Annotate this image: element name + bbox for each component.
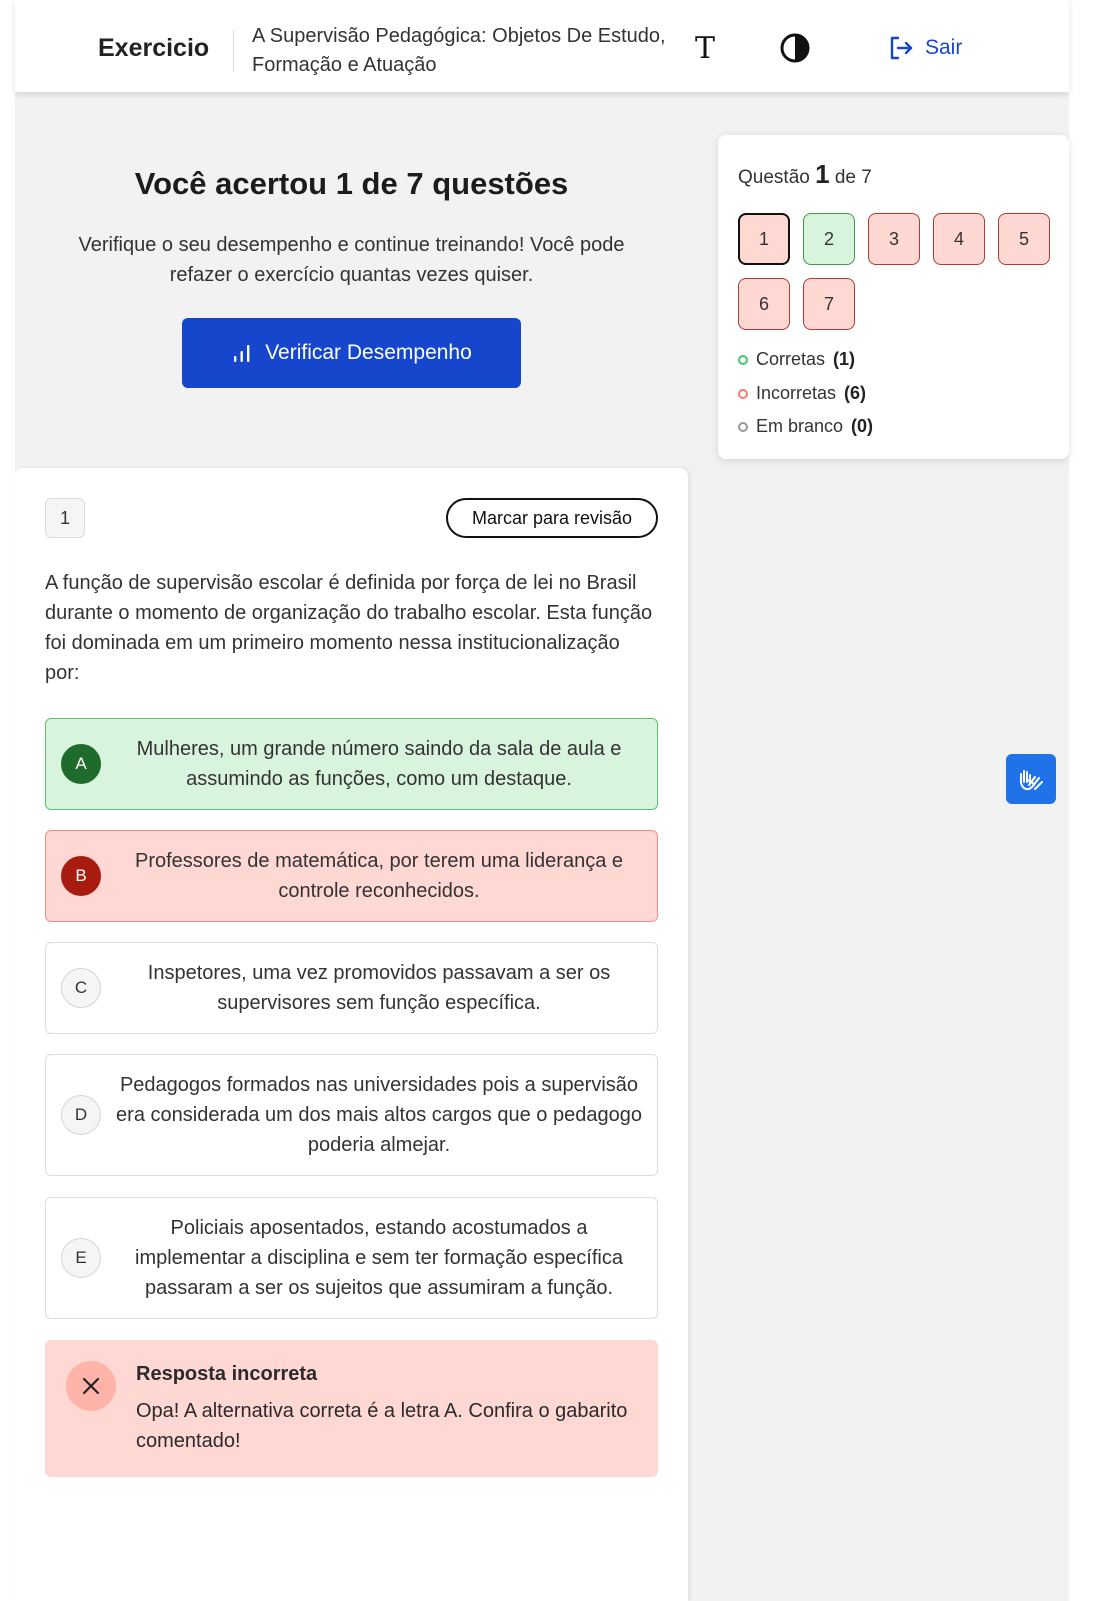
navigator-current: 1 [815,159,830,189]
option-text: Policiais aposentados, estando acostumados a implementar a disciplina e sem ter formação específica passaram a ser os sujeitos que assumiram a função. [135,1217,623,1299]
check-performance-button[interactable] [182,318,521,388]
navigator-heading [738,159,872,190]
logout-icon [887,34,915,62]
option-a[interactable] [45,718,658,810]
legend-blank [738,416,873,437]
feedback-title: Resposta incorreta [136,1363,318,1385]
result-subtitle: Verifique o seu desempenho e continue treinando! Você pode refazer o exercício quantas vezes quiser. [78,234,625,286]
legend-correct [738,349,855,370]
option-text: Professores de matemática, por terem uma liderança e controle reconhecidos. [135,850,623,902]
option-b[interactable] [45,830,658,922]
header-divider [233,30,234,72]
legend-count: (1) [833,349,856,369]
question-number-badge: 1 [45,498,85,538]
option-text: Inspetores, uma vez promovidos passavam a ser os supervisores sem função específica. [147,962,611,1014]
legend-label: Incorretas [756,383,837,403]
option-text: Pedagogos formados nas universidades pois a supervisão era considerada um dos mais altos cargos que o pedagogo poderia almejar. [116,1074,642,1156]
question-box-3[interactable]: 3 [868,213,920,265]
option-letter: C [61,968,101,1008]
font-size-button[interactable] [685,28,725,68]
option-e[interactable] [45,1197,658,1319]
brand-title: Exercicio [98,34,210,62]
result-title: Você acertou 1 de 7 questões [134,166,569,201]
sign-language-accessibility-button[interactable] [1006,754,1056,804]
question-card [15,468,688,1601]
option-c[interactable] [45,942,658,1034]
question-box-2[interactable]: 2 [803,213,855,265]
legend-label: Corretas [756,349,826,369]
option-text: Mulheres, um grande número saindo da sala de aula e assumindo as funções, como um destaque. [136,738,622,790]
question-box-4[interactable]: 4 [933,213,985,265]
option-d[interactable] [45,1054,658,1176]
legend-label: Em branco [756,416,844,436]
option-letter: B [61,856,101,896]
option-letter: E [61,1238,101,1278]
navigator-total: 7 [861,167,872,188]
feedback-text: Opa! A alternativa correta é a letra A. Confira o gabarito comentado! [136,1400,628,1452]
exercise-title: A Supervisão Pedagógica: Objetos De Estudo, Formação e Atuação [252,25,666,76]
option-letter: D [61,1095,101,1135]
close-icon [66,1361,116,1411]
legend-incorrect [738,383,866,404]
bar-chart-icon [231,342,253,364]
legend-dot-correct [738,355,748,365]
question-box-1[interactable]: 1 [738,213,790,265]
legend-dot-incorrect [738,389,748,399]
answer-feedback [45,1340,658,1477]
content-area [15,92,1069,1601]
contrast-button[interactable] [775,28,815,68]
navigator-of: de [834,167,856,188]
mark-for-review-button[interactable]: Marcar para revisão [446,498,658,538]
legend-count: (6) [844,383,867,403]
logout-button[interactable] [887,34,962,62]
question-box-6[interactable]: 6 [738,278,790,330]
top-header [15,0,1069,92]
result-summary [15,92,688,468]
sign-language-hands-icon [1015,763,1047,795]
question-box-7[interactable]: 7 [803,278,855,330]
question-text: A função de supervisão escolar é definida por força de lei no Brasil durante o momento de organização do trabalho escolar. Esta função foi dominada em um primeiro momento nessa institucionalização por: [45,572,653,684]
navigator-label: Questão [738,167,810,188]
legend-count: (0) [851,416,874,436]
legend-dot-blank [738,422,748,432]
logout-label: Sair [925,36,963,59]
font-size-icon: T [694,30,715,66]
question-box-5[interactable]: 5 [998,213,1050,265]
check-performance-label: Verificar Desempenho [265,341,472,364]
contrast-icon [779,32,811,64]
option-letter: A [61,744,101,784]
question-navigator [718,135,1069,459]
